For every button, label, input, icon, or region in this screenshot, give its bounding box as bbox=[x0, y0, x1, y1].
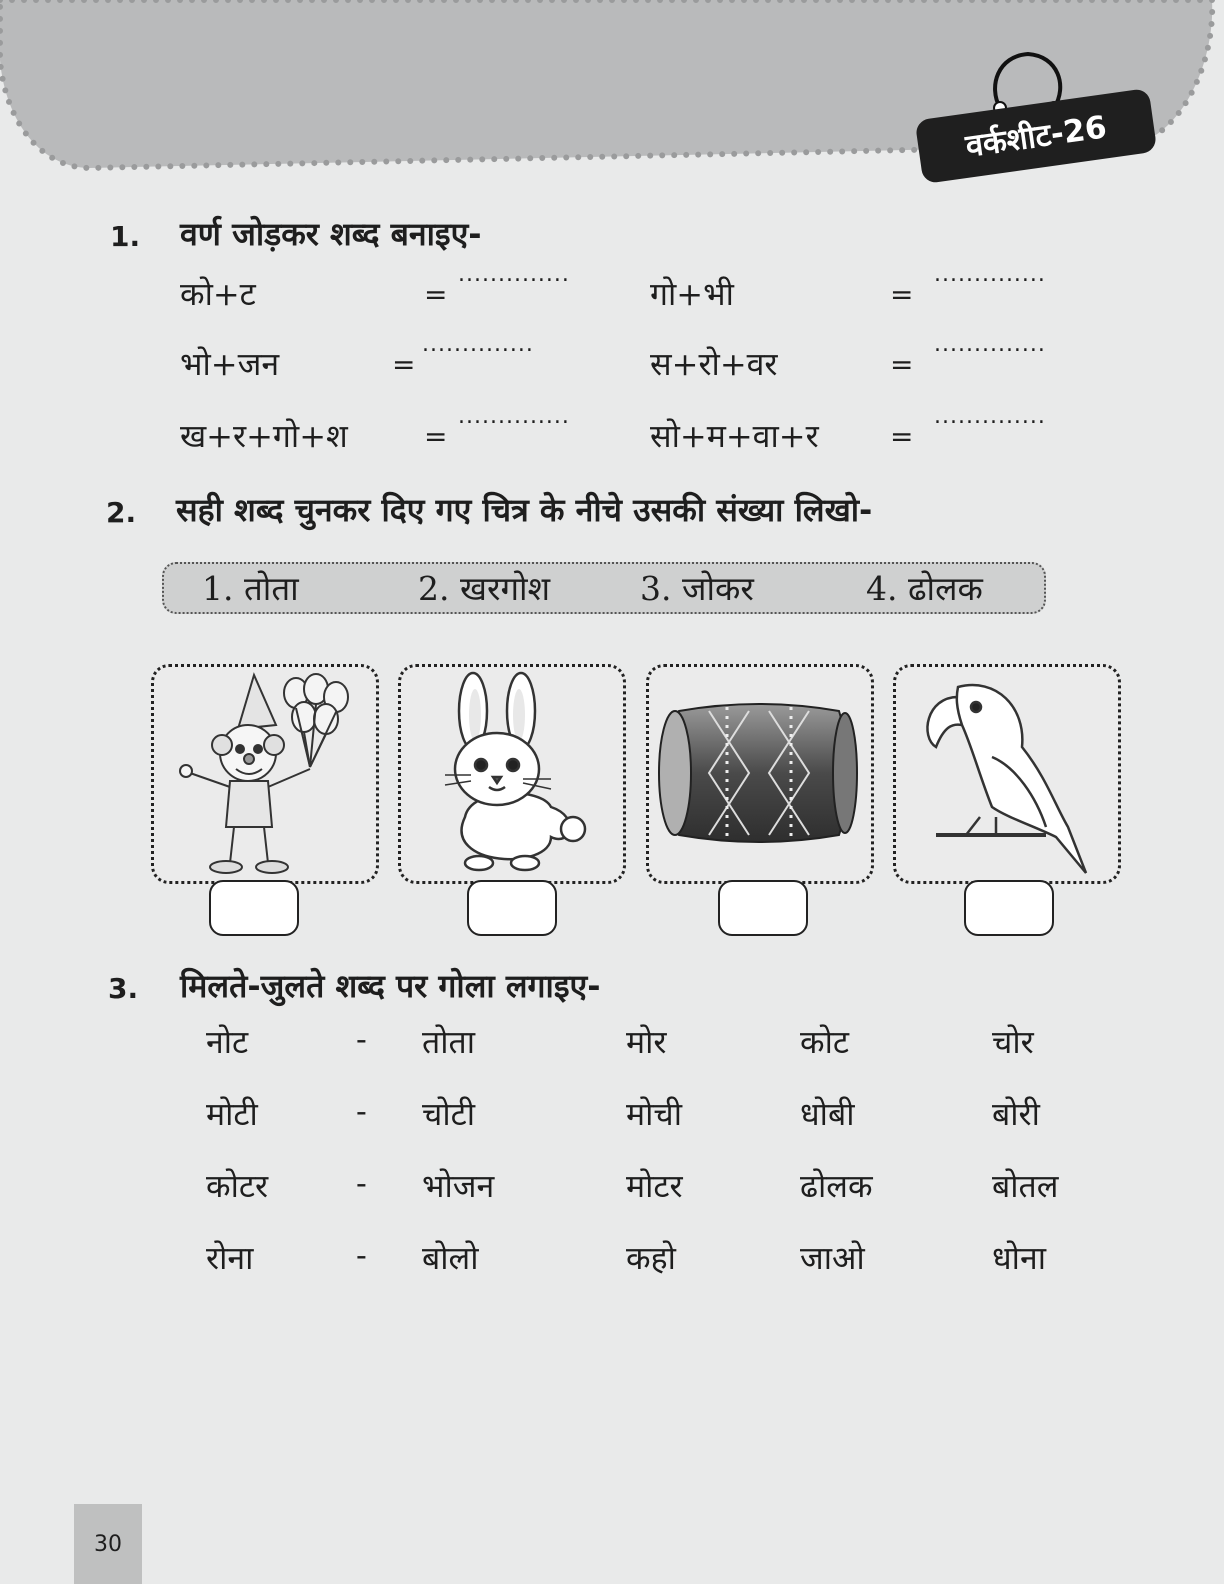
q1-row3-left-equals: = bbox=[424, 420, 448, 453]
q3-row3-option4[interactable]: बोतल bbox=[992, 1167, 1059, 1205]
q1-row3-right-equals: = bbox=[890, 420, 914, 453]
answer-box-parrot[interactable] bbox=[964, 880, 1054, 936]
picture-frame-joker bbox=[151, 664, 379, 884]
q3-row1-option3[interactable]: कोट bbox=[800, 1023, 849, 1061]
picture-frame-rabbit bbox=[398, 664, 626, 884]
q3-row4-dash: - bbox=[356, 1236, 367, 1274]
choice-2: 2. खरगोश bbox=[418, 569, 551, 608]
choice-3: 3. जोकर bbox=[640, 569, 754, 608]
q3-row1-option2[interactable]: मोर bbox=[626, 1023, 667, 1061]
q3-row4-option3[interactable]: जाओ bbox=[800, 1239, 865, 1277]
q3-row3-word: कोटर bbox=[206, 1167, 269, 1205]
page-number: 30 bbox=[74, 1504, 142, 1584]
q3-row4-option4[interactable]: धोना bbox=[992, 1239, 1047, 1277]
q3-row4-word: रोना bbox=[206, 1239, 254, 1277]
q3-row2-option1[interactable]: चोटी bbox=[422, 1095, 476, 1133]
q1-row1-right-equals: = bbox=[890, 278, 914, 311]
q3-title: मिलते-जुलते शब्द पर गोला लगाइए- bbox=[180, 967, 601, 1005]
q1-row1-right: गो+भी bbox=[650, 275, 734, 313]
q1-row2-left-equals: = bbox=[392, 348, 416, 381]
q3-row1-option1[interactable]: तोता bbox=[422, 1023, 476, 1061]
dholak-icon bbox=[649, 667, 871, 881]
parrot-icon bbox=[896, 667, 1118, 881]
q1-row3-right: सो+म+वा+र bbox=[650, 417, 819, 455]
q3-row3-option3[interactable]: ढोलक bbox=[800, 1167, 873, 1205]
q1-title: वर्ण जोड़कर शब्द बनाइए- bbox=[180, 215, 482, 253]
q1-number: 1. bbox=[110, 220, 141, 253]
q1-row2-right: स+रो+वर bbox=[650, 345, 778, 383]
q1-row3-right-blank[interactable]: .............. bbox=[934, 404, 1046, 429]
choice-1: 1. तोता bbox=[202, 569, 299, 608]
q3-row1-option4[interactable]: चोर bbox=[992, 1023, 1034, 1061]
q1-row1-right-blank[interactable]: .............. bbox=[934, 262, 1046, 287]
q2-number: 2. bbox=[106, 496, 137, 529]
q1-row2-right-blank[interactable]: .............. bbox=[934, 332, 1046, 357]
rabbit-icon bbox=[401, 667, 623, 881]
answer-box-rabbit[interactable] bbox=[467, 880, 557, 936]
q3-row1-dash: - bbox=[356, 1020, 367, 1058]
q3-row2-option2[interactable]: मोची bbox=[626, 1095, 683, 1133]
q1-row3-left-blank[interactable]: .............. bbox=[458, 404, 570, 429]
q3-row1-word: नोट bbox=[206, 1023, 249, 1061]
q3-row3-option1[interactable]: भोजन bbox=[422, 1167, 495, 1205]
q3-row2-option4[interactable]: बोरी bbox=[992, 1095, 1040, 1133]
q3-row2-option3[interactable]: धोबी bbox=[800, 1095, 855, 1133]
q3-row4-option1[interactable]: बोलो bbox=[422, 1239, 479, 1277]
q1-row1-left: को+ट bbox=[180, 275, 256, 313]
q1-row1-left-equals: = bbox=[424, 278, 448, 311]
q1-row3-left: ख+र+गो+श bbox=[180, 417, 348, 455]
q1-row1-left-blank[interactable]: .............. bbox=[458, 262, 570, 287]
q3-row3-dash: - bbox=[356, 1164, 367, 1202]
q1-row2-left-blank[interactable]: .............. bbox=[422, 332, 534, 357]
answer-box-dholak[interactable] bbox=[718, 880, 808, 936]
choice-4: 4. ढोलक bbox=[866, 569, 983, 608]
q1-row2-left: भो+जन bbox=[180, 345, 280, 383]
q3-row2-word: मोटी bbox=[206, 1095, 258, 1133]
q3-row4-option2[interactable]: कहो bbox=[626, 1239, 676, 1277]
picture-frame-dholak bbox=[646, 664, 874, 884]
q1-row2-right-equals: = bbox=[890, 348, 914, 381]
joker-icon bbox=[154, 667, 376, 881]
q2-title: सही शब्द चुनकर दिए गए चित्र के नीचे उसकी संख्या लिखो- bbox=[176, 491, 873, 529]
q3-row2-dash: - bbox=[356, 1092, 367, 1130]
q3-row3-option2[interactable]: मोटर bbox=[626, 1167, 683, 1205]
q3-number: 3. bbox=[108, 972, 139, 1005]
picture-frame-parrot bbox=[893, 664, 1121, 884]
answer-box-joker[interactable] bbox=[209, 880, 299, 936]
worksheet-tag: वर्कशीट-26 bbox=[915, 88, 1158, 184]
